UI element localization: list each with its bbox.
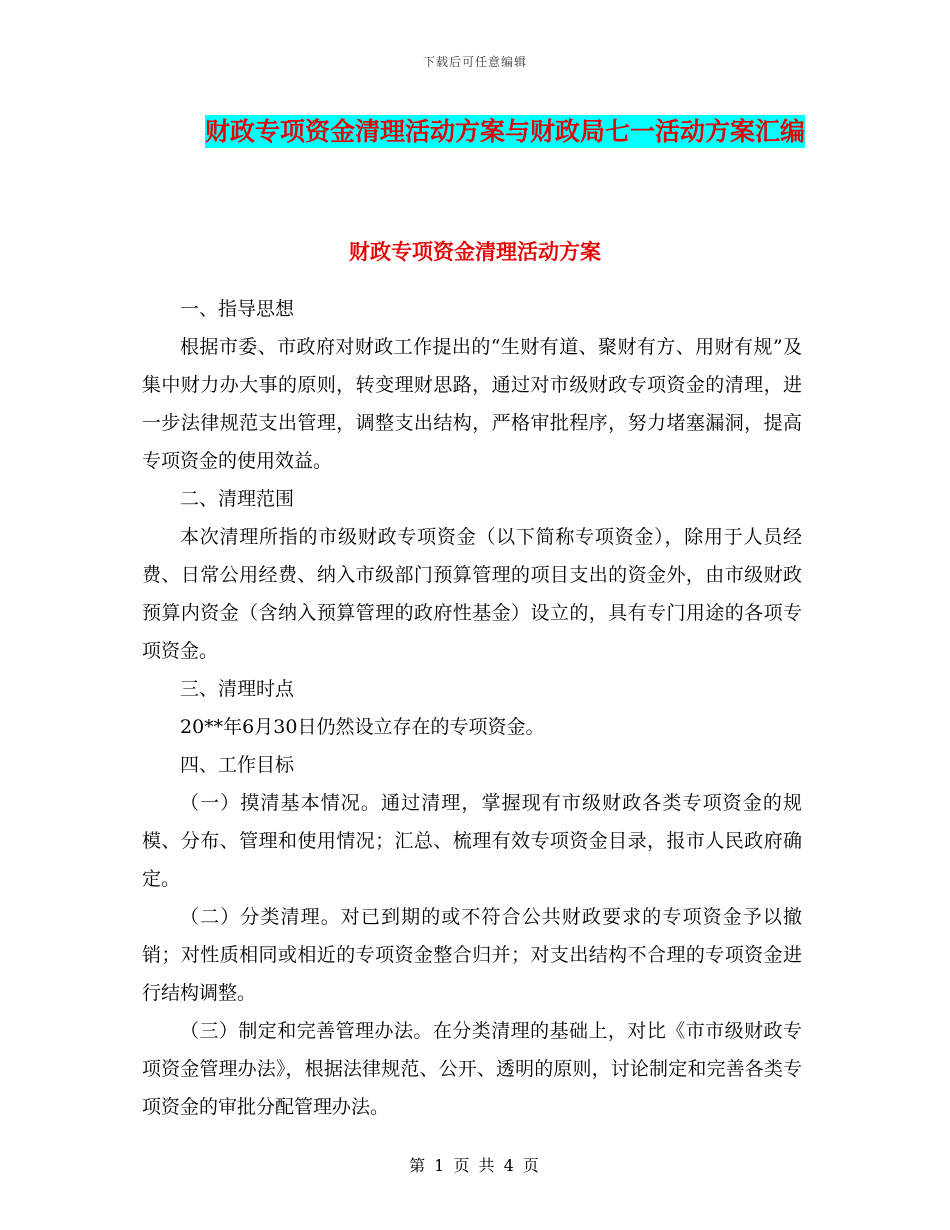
paragraph: 20**年6月30日仍然设立存在的专项资金。 bbox=[180, 716, 545, 738]
paragraph: （三）制定和完善管理办法。在分类清理的基础上，对比《市市级财政专项资金管理办法》，根据法律规范、公开、透明的原则，讨论制定和完善各类专项资金的审批分配管理办法。 bbox=[142, 1020, 802, 1118]
paragraph: （一）摸清基本情况。通过清理，掌握现有市级财政各类专项资金的规模、分布、管理和使用情况；汇总、梳理有效专项资金目录，报市人民政府确定。 bbox=[142, 792, 802, 890]
document-title-text: 财政专项资金清理活动方案与财政局七一活动方案汇编 bbox=[204, 117, 805, 146]
heading-cleanup-time: 三、清理时点 bbox=[180, 678, 295, 700]
header-note: 下载后可任意编辑 bbox=[422, 55, 527, 69]
paragraph: 根据市委、市政府对财政工作提出的“生财有道、聚财有方、用财有规”及集中财力办大事的原则，转变理财思路，通过对市级财政专项资金的清理，进一步法律规范支出管理，调整支出结构，严格审批程序，努力堵塞漏洞，提高专项资金的使用效益。 bbox=[142, 336, 802, 472]
paragraph: （二）分类清理。对已到期的或不符合公共财政要求的专项资金予以撤销；对性质相同或相近的专项资金整合归并；对支出结构不合理的专项资金进行结构调整。 bbox=[142, 906, 802, 1004]
document-body bbox=[142, 290, 802, 1126]
page-number: 第 1 页 共 4 页 bbox=[409, 1156, 541, 1175]
heading-guiding-ideology: 一、指导思想 bbox=[180, 298, 295, 320]
heading-work-goals: 四、工作目标 bbox=[180, 754, 295, 776]
heading-cleanup-scope: 二、清理范围 bbox=[180, 488, 295, 510]
section-title: 财政专项资金清理活动方案 bbox=[349, 239, 601, 264]
paragraph: 本次清理所指的市级财政专项资金（以下简称专项资金），除用于人员经费、日常公用经费、纳入市级部门预算管理的项目支出的资金外，由市级财政预算内资金（含纳入预算管理的政府性基金）设立的，具有专门用途的各项专项资金。 bbox=[142, 526, 802, 662]
document-title bbox=[190, 108, 820, 156]
